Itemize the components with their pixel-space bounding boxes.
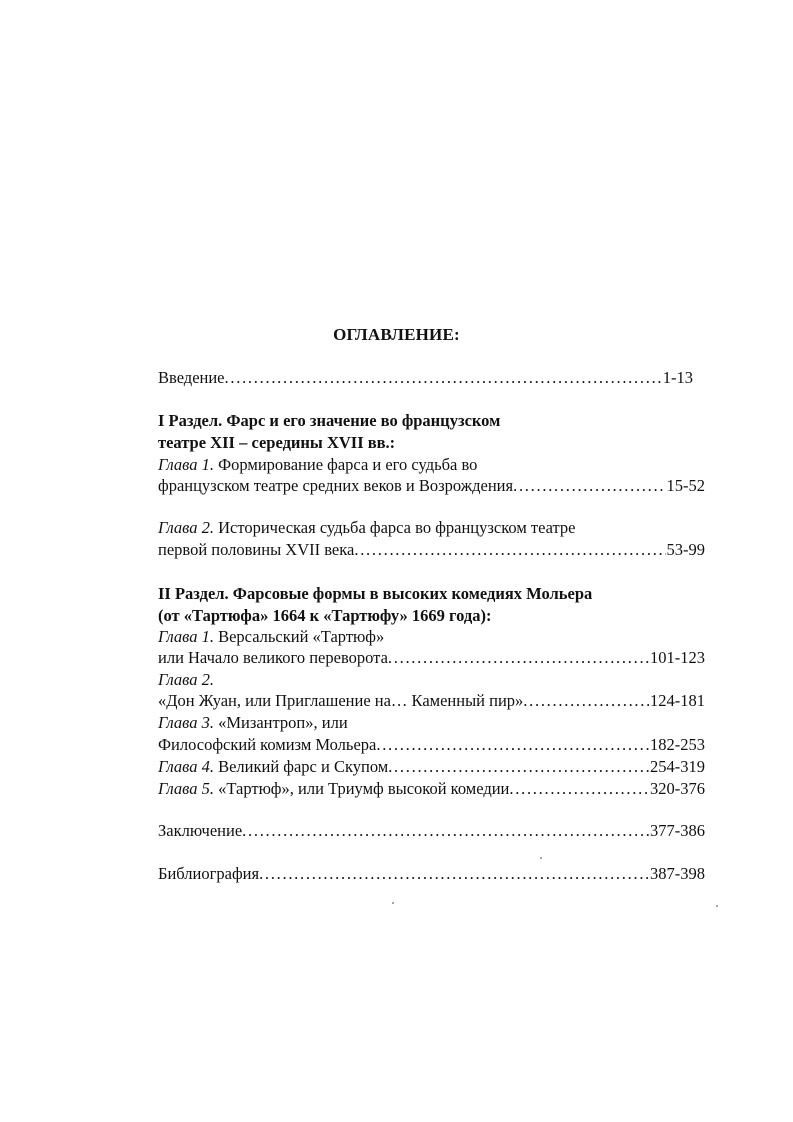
section-heading: театре XII – середины XVII вв.: bbox=[158, 433, 396, 452]
toc-entry-pages: 377-386 bbox=[650, 821, 705, 840]
toc-entry-chapter bbox=[158, 540, 705, 560]
chapter-title bbox=[158, 713, 348, 733]
section-heading: II Раздел. Фарсовые формы в высоких комедиях Мольера bbox=[158, 584, 593, 603]
toc-entry-pages: 1-13 bbox=[662, 368, 693, 387]
toc-entry-conclusion bbox=[158, 821, 705, 841]
chapter-number: Глава 2. bbox=[158, 670, 214, 689]
chapter-title bbox=[158, 455, 477, 475]
chapter-number: Глава 1. bbox=[158, 627, 214, 646]
toc-entry-pages: 15-52 bbox=[666, 476, 705, 495]
chapter-title bbox=[158, 518, 576, 538]
chapter-number: Глава 3. bbox=[158, 713, 214, 732]
dot-leader bbox=[376, 735, 649, 755]
toc-entry-pages: 254-319 bbox=[650, 757, 705, 776]
dot-leader bbox=[388, 757, 649, 777]
dot-leader bbox=[513, 476, 665, 496]
toc-entry-label: Заключение bbox=[158, 821, 243, 840]
toc-entry-chapter bbox=[158, 476, 705, 496]
toc-entry-label: первой половины XVII века bbox=[158, 540, 355, 559]
chapter-number: Глава 1. bbox=[158, 455, 214, 474]
toc-entry-label: Введение bbox=[158, 368, 225, 387]
toc-entry-label: «Дон Жуан, или Приглашение на… Каменный пир» bbox=[158, 691, 524, 710]
chapter-title-text: «Тартюф», или Триумф высокой комедии bbox=[213, 779, 510, 798]
toc-entry-label: или Начало великого переворота bbox=[158, 648, 388, 667]
toc-entry-pages: 387-398 bbox=[650, 864, 705, 883]
toc-entry-pages: 320-376 bbox=[650, 779, 705, 798]
dot-leader bbox=[354, 540, 665, 560]
toc-entry-label: французском театре средних веков и Возрождения bbox=[158, 476, 514, 495]
chapter-title bbox=[158, 627, 384, 647]
section-heading: (от «Тартюфа» 1664 к «Тартюфу» 1669 года): bbox=[158, 606, 492, 625]
chapter-title-text: Историческая судьба фарса во французском театре bbox=[213, 518, 576, 537]
chapter-number: Глава 5. bbox=[158, 779, 214, 798]
toc-entry-pages: 101-123 bbox=[650, 648, 705, 667]
toc-entry-pages: 124-181 bbox=[650, 691, 705, 710]
dot-leader bbox=[225, 368, 662, 388]
dot-leader bbox=[242, 821, 649, 841]
toc-entry-chapter bbox=[158, 757, 705, 777]
chapter-title-text: Великий фарс и Скупом bbox=[213, 757, 389, 776]
toc-entry-bibliography bbox=[158, 864, 705, 884]
dot-leader bbox=[523, 691, 649, 711]
chapter-number: Глава 2. bbox=[158, 518, 214, 537]
toc-entry-label: Философский комизм Мольера bbox=[158, 735, 377, 754]
scan-speck bbox=[716, 905, 718, 907]
toc-entry-pages: 182-253 bbox=[650, 735, 705, 754]
chapter-title-text: Версальский «Тартюф» bbox=[213, 627, 385, 646]
toc-entry-chapter bbox=[158, 691, 705, 711]
scan-speck bbox=[540, 857, 542, 859]
toc-entry-chapter bbox=[158, 648, 705, 668]
toc-entry-pages: 53-99 bbox=[666, 540, 705, 559]
chapter-title-text: «Мизантроп», или bbox=[213, 713, 348, 732]
toc-entry-label bbox=[158, 757, 388, 777]
toc-entry-intro bbox=[158, 368, 693, 388]
dot-leader bbox=[509, 779, 649, 799]
dot-leader bbox=[259, 864, 649, 884]
section-heading: I Раздел. Фарс и его значение во французском bbox=[158, 411, 501, 430]
toc-entry-chapter bbox=[158, 735, 705, 755]
chapter-number: Глава 4. bbox=[158, 757, 214, 776]
toc-entry-label: Библиография bbox=[158, 864, 260, 883]
chapter-title-text: Формирование фарса и его судьба во bbox=[213, 455, 478, 474]
toc-title: ОГЛАВЛЕНИЕ: bbox=[333, 325, 460, 344]
toc-entry-label bbox=[158, 779, 509, 799]
dot-leader bbox=[388, 648, 649, 668]
toc-entry-chapter bbox=[158, 779, 705, 799]
scan-speck bbox=[392, 902, 394, 904]
